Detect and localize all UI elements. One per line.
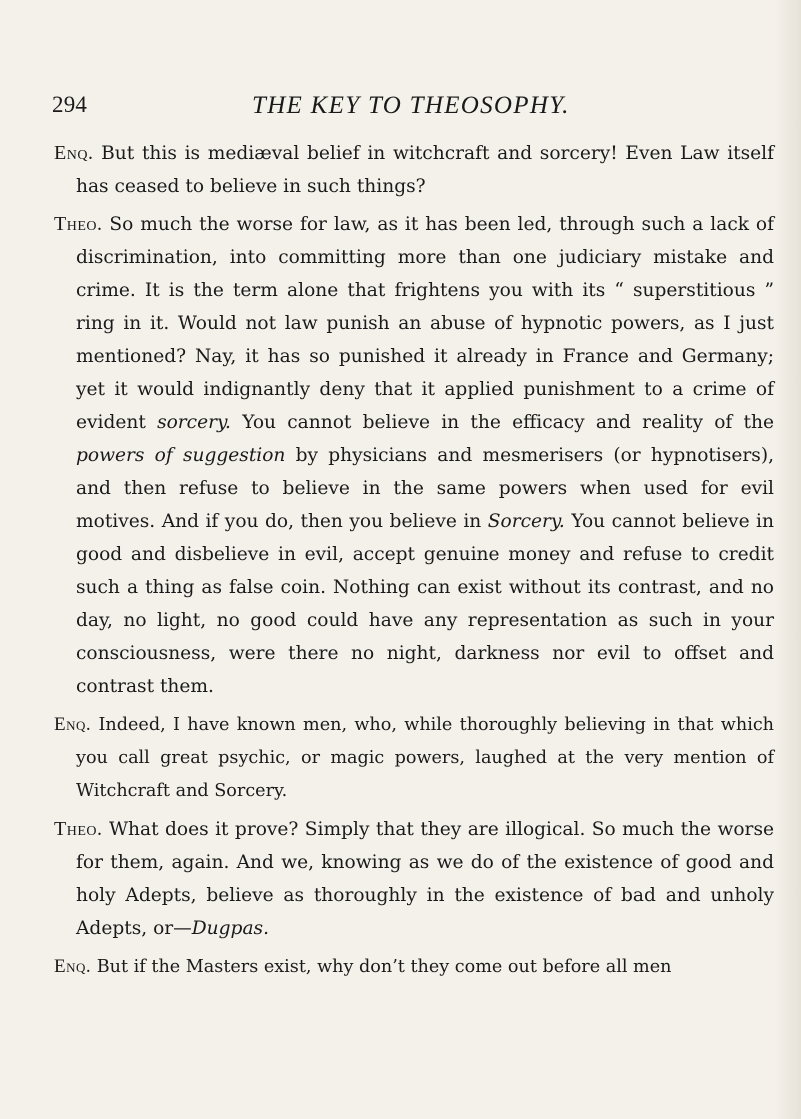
dialogue-paragraph [54, 208, 774, 703]
speaker-label: Theo. [54, 213, 103, 235]
dialogue-paragraph [54, 813, 774, 945]
running-title: THE KEY TO THEOSOPHY. [252, 92, 570, 119]
italic-text: powers of suggestion [76, 445, 286, 466]
dialogue-paragraph [54, 137, 774, 203]
paragraph-text: You cannot believe in the efficacy and reality of the [230, 412, 774, 433]
italic-text: sorcery. [157, 412, 231, 433]
paragraph-text: What does it prove? Simply that they are illogical. So much the worse for them, again. And we, knowing as we do of the existence of good and holy Adepts, believe as thoroughly in the existence of bad and unholy Adepts, or— [76, 819, 774, 939]
running-head [52, 92, 772, 122]
paragraph-text: by physicians and mesmerisers (or hypnotisers), and then refuse to believe in the same powers when used for evil motives. And if you do, then you believe in [76, 445, 774, 532]
page-edge-shadow [775, 0, 801, 1119]
paragraph-text: You cannot believe in good and disbelieve in evil, accept genuine money and refuse to credit such a thing as false coin. Nothing can exist without its contrast, and no day, no light, no good could have any representation as such in your consciousness, were there no night, darkness nor evil to offset and contrast them. [76, 511, 774, 697]
dialogue-paragraph [54, 708, 774, 808]
italic-text: Dugpas. [191, 918, 269, 939]
paragraph-text: But this is mediæval belief in witchcraft and sorcery! Even Law itself has ceased to believe in such things? [76, 143, 774, 197]
page-number: 294 [52, 92, 88, 117]
paragraph-text: So much the worse for law, as it has been led, through such a lack of discrimination, into committing more than one judiciary mistake and crime. It is the term alone that frightens you with its “ superstitious ” ring in it. Would not law punish an abuse of hypnotic powers, as I just mentioned? Nay, it has so punished it already in France and Germany; yet it would indignantly deny that it applied punishment to a crime of evident [76, 214, 774, 433]
dialogue-paragraph [54, 950, 774, 984]
speaker-label: Enq. [54, 714, 92, 735]
italic-text: Sorcery. [487, 511, 565, 532]
paragraph-text: Indeed, I have known men, who, while thoroughly believing in that which you call great psychic, or magic powers, laughed at the very mention of Witchcraft and Sorcery. [76, 715, 774, 801]
paragraph-text: But if the Masters exist, why don’t they come out before all men [96, 957, 672, 977]
speaker-label: Enq. [54, 142, 94, 164]
body-text [54, 137, 774, 984]
speaker-label: Enq. [54, 956, 92, 977]
speaker-label: Theo. [54, 818, 103, 840]
